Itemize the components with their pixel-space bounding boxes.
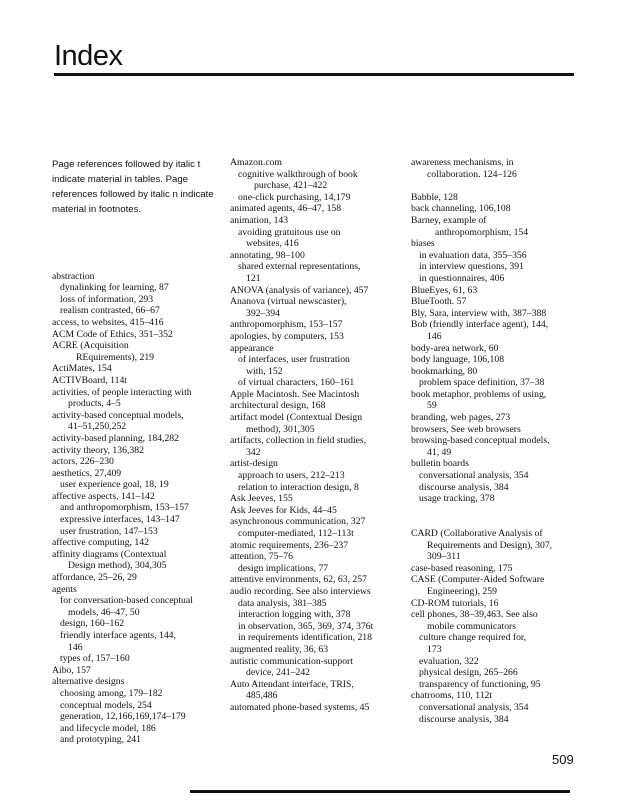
index-entry: Ask Jeeves, 155 [230,493,293,505]
page-number: 509 [552,752,574,767]
index-subentry: products, 4–5 [68,398,121,410]
index-subentry: of interfaces, user frustration [238,354,350,366]
index-entry: alternative designs [52,676,125,688]
index-subentry: 59 [427,400,437,412]
index-entry: CARD (Collaborative Analysis of [411,528,543,539]
index-subentry: transparency of functioning, 95 [419,678,541,690]
index-entry: automated phone-based systems, 45 [230,701,370,713]
index-entry: actors, 226–230 [52,456,114,468]
index-entry: affective aspects, 141–142 [52,490,155,502]
index-subentry: cognitive walkthrough of book [238,168,358,180]
index-subentry: in evaluation data, 355–356 [419,249,527,261]
index-entry: cell phones, 38–39,463. See also [411,609,538,621]
index-entry: architectural design, 168 [230,400,326,412]
index-subentry: collaboration. 124–126 [427,168,517,180]
index-subentry: conceptual models, 254 [60,699,152,711]
index-entry: ACRE (Acquisition [52,340,129,352]
page-title: Index [54,40,123,72]
index-subentry: in requirements identification, 218 [238,632,372,644]
index-entry: Ask Jeeves for Kids, 44–45 [230,504,337,516]
index-entry: CD-ROM tutorials, 16 [411,597,499,609]
index-subentry: user frustration, 147–153 [60,525,158,537]
index-subentry: evaluation, 322 [419,655,479,667]
index-entry: autistic communication-support [230,655,353,667]
index-subentry: 41, 49 [427,446,452,458]
index-entry: animation, 143 [230,214,289,226]
index-entry: body-area network, 60 [411,342,499,354]
index-entry: appearance [230,342,274,354]
index-entry: Aibo, 157 [52,664,91,676]
index-entry: Bly, Sara, interview with, 387–388 [411,307,547,319]
index-entry: annotating, 98–100 [230,249,305,261]
index-subentry: conversational analysis, 354 [419,701,529,713]
index-subentry: in questionnaires, 406 [419,272,505,284]
index-entry: BlueTooth. 57 [411,296,467,308]
index-subentry: with, 152 [246,365,283,377]
index-subentry: shared external representations, [238,261,361,273]
index-entry: activity-based conceptual models, [52,409,184,421]
index-subentry: and lifecycle model, 186 [60,722,156,734]
index-entry: back channeling, 106,108 [411,203,511,215]
index-entry: augmented reality, 36, 63 [230,643,329,655]
index-entry: ACM Code of Ethics, 351–352 [52,328,173,340]
index-subentry: interaction logging with, 378 [238,609,351,621]
index-entry: browsing-based conceptual models, [411,435,550,447]
index-entry: agents [52,583,77,595]
index-subentry: models, 46–47, 50 [68,606,140,618]
index-subentry: anthropomorphism, 154 [435,226,529,238]
index-entry: Barney, example of [411,214,487,226]
index-subentry: friendly interface agents, 144, [60,630,176,641]
index-entry: Apple Macintosh. See Macintosh [230,388,360,400]
index-subentry: design implications, 77 [238,562,329,574]
index-subentry: loss of information, 293 [60,293,154,305]
index-gap [411,180,591,192]
index-entry: chatrooms, 110, 112t [411,690,493,702]
index-entry: biases [411,238,435,250]
index-subentry: one-click purchasing, 14,179 [238,191,351,203]
index-subentry: mobile communicators [427,620,517,632]
index-subentry: types of, 157–160 [60,653,130,665]
index-entry: affective computing, 142 [52,537,149,549]
index-entry: affinity diagrams (Contextual [52,548,167,560]
index-entry: animated agents, 46–47, 158 [230,203,342,215]
index-entry: Amazon.com [230,157,282,168]
index-gap [411,516,591,528]
footer-rule [190,790,570,793]
index-subentry: computer-mediated, 112–113t [238,528,354,539]
index-subentry: Engineering), 259 [427,585,497,597]
index-subentry: realism contrasted, 66–67 [60,305,160,317]
index-subentry: data analysis, 381–385 [238,597,327,609]
index-entry: branding, web pages, 273 [411,412,511,424]
index-gap [411,505,591,517]
index-subentry: 392–394 [246,307,280,319]
index-subentry: 485,486 [246,690,278,702]
index-subentry: purchase, 421–422 [254,180,328,192]
index-subentry: method), 301,305 [246,423,315,435]
index-subentry: for conversation-based conceptual [60,595,193,607]
index-entry: anthropomorphism, 153–157 [230,319,343,331]
index-subentry: 41–51,250,252 [68,421,127,433]
index-subentry: in observation, 365, 369, 374, 376t [238,620,374,632]
index-subentry: discourse analysis, 384 [419,481,509,493]
index-subentry: and prototyping, 241 [60,734,141,746]
index-subentry: 173 [427,643,442,655]
index-subentry: user experience goal, 18, 19 [60,479,169,491]
index-entry: artifact model (Contextual Design [230,412,363,424]
index-subentry: 146 [427,330,442,342]
index-subentry: conversational analysis, 354 [419,470,529,482]
index-entry: case-based reasoning, 175 [411,562,513,574]
index-entry: body language, 106,108 [411,354,505,366]
index-entry: Ananova (virtual newscaster), [230,296,347,308]
index-entry: asynchronous communication, 327 [230,516,366,528]
index-subentry: Design method), 304,305 [68,560,167,572]
index-entry: artist-design [230,458,278,470]
index-entry: attention, 75–76 [230,551,293,563]
index-subentry: generation, 12,166,169,174–179 [60,711,186,723]
index-column-1 [52,157,224,746]
index-subentry: physical design, 265–266 [419,667,518,679]
index-entry: BlueEyes, 61, 63 [411,284,478,296]
index-subentry: discourse analysis, 384 [419,713,509,725]
index-subentry: 342 [246,446,261,458]
index-subentry: culture change required for, [419,632,527,644]
index-entry: activities, of people interacting with [52,386,192,398]
index-subentry: and anthropomorphism, 153–157 [60,502,189,514]
index-entry: atomic requirements, 236–237 [230,539,349,551]
index-subentry: in interview questions, 391 [419,261,524,273]
index-subentry: websites, 416 [246,238,299,250]
index-subentry: design, 160–162 [60,618,125,630]
index-column-2 [230,157,408,714]
index-entry: Auto Attendant interface, TRIS, [230,678,354,690]
index-entry: ANOVA (analysis of variance), 457 [230,284,369,296]
index-entries-1 [52,259,224,746]
index-note: Page references followed by italic t indicate material in tables. Page references followed by italic n indicate material in footnotes. [52,159,214,215]
index-subentry: 146 [68,641,83,653]
index-entry: affordance, 25–26, 29 [52,572,137,584]
index-entry: access, to websites, 415–416 [52,316,164,328]
index-subentry: usage tracking, 378 [419,493,495,505]
index-gap [52,259,224,271]
index-subentry: Requirements and Design), 307, [427,539,553,551]
index-entries-2 [230,157,408,714]
index-subentry: problem space definition, 37–38 [419,377,545,389]
index-entry: bulletin boards [411,458,469,470]
index-entry: audio recording. See also interviews [230,585,371,597]
index-entry: apologies, by computers, 153 [230,330,344,342]
index-subentry: REquirements), 219 [76,351,155,363]
index-subentry: 121 [246,272,261,284]
index-entry: activity-based planning, 184,282 [52,432,179,444]
index-subentry: of virtual characters, 160–161 [238,377,355,389]
index-entry: activity theory, 136,382 [52,444,144,456]
index-entry: abstraction [52,270,95,282]
index-entry: CASE (Computer-Aided Software [411,574,545,586]
title-rule [54,73,574,76]
index-subentry: relation to interaction design, 8 [238,481,359,493]
index-entry: Babble, 128 [411,191,458,203]
index-subentry: avoiding gratuitous use on [238,226,341,238]
index-subentry: 309–311 [427,551,461,563]
index-subentry: dynalinking for learning, 87 [60,282,169,294]
index-subentry: approach to users, 212–213 [238,470,345,482]
index-entry: awareness mechanisms, in [411,157,514,168]
index-entry: browsers, See web browsers [411,423,521,435]
index-entry: bookmarking, 80 [411,365,478,377]
index-entry: attentive environments, 62, 63, 257 [230,574,367,586]
index-entry: aesthetics, 27,409 [52,467,122,479]
index-entry: ACTIVBoard, 114t [52,374,127,386]
index-subentry: expressive interfaces, 143–147 [60,514,180,526]
index-entry: book metaphor, problems of using, [411,388,547,400]
index-column-3 [411,157,591,725]
index-entries-3 [411,157,591,725]
index-subentry: choosing among, 179–182 [60,687,163,699]
index-entry: ActiMates, 154 [52,363,112,375]
index-entry: Bob (friendly interface agent), 144, [411,319,549,331]
index-subentry: device, 241–242 [246,667,311,679]
index-entry: artifacts, collection in field studies, [230,435,367,447]
